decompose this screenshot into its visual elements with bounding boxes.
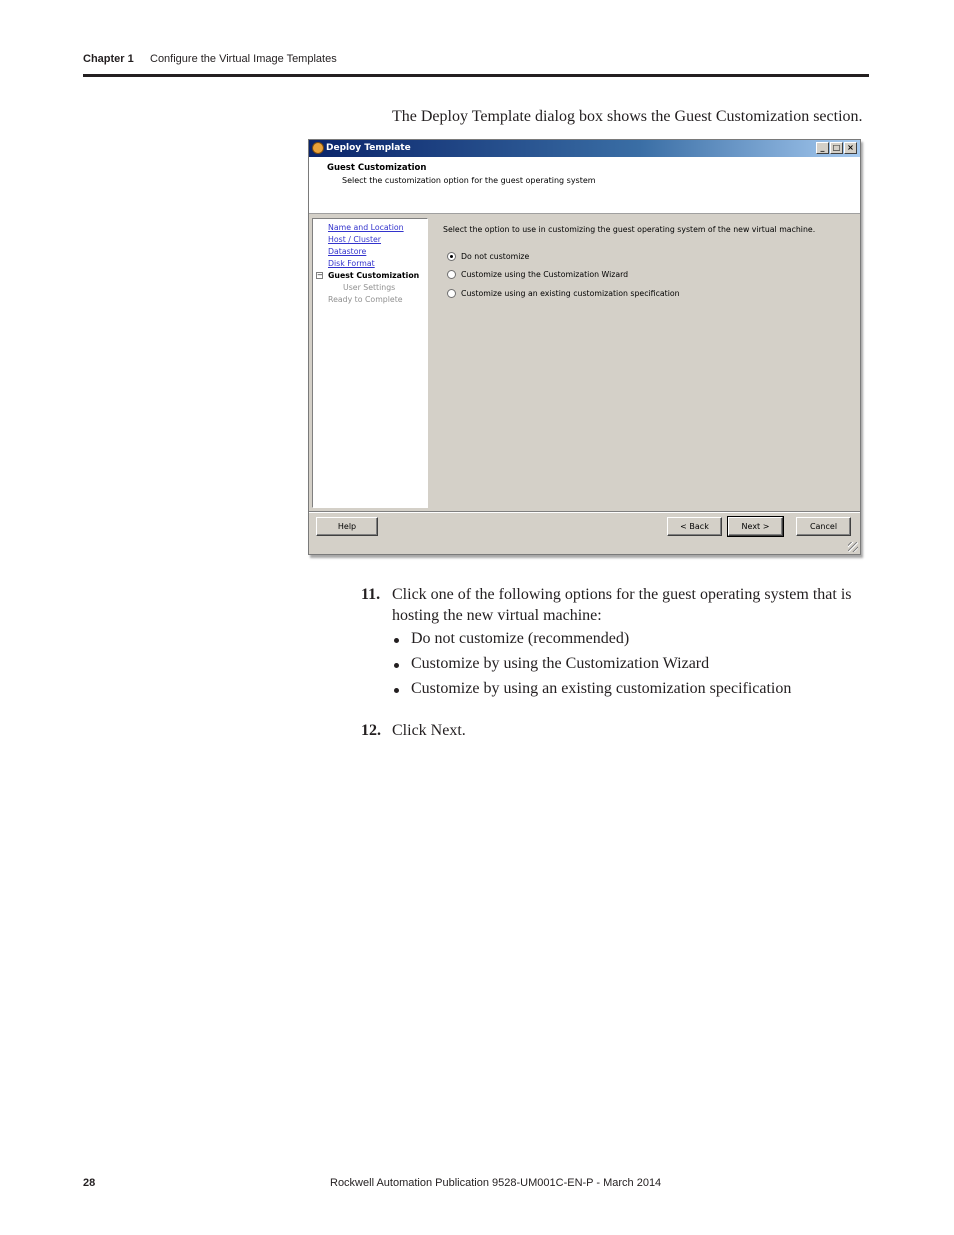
header-rule [83,74,869,77]
wizard-nav [312,218,428,508]
nav-item-ready-to-complete: Ready to Complete [328,295,403,304]
page-number: 28 [83,1177,96,1189]
maximize-icon[interactable]: □ [830,142,843,154]
step-text: Click Next. [392,722,466,739]
nav-item-host-cluster[interactable]: Host / Cluster [328,235,382,244]
dialog-titlebar [309,140,860,157]
collapse-icon[interactable]: − [317,271,323,279]
list-item [392,630,791,655]
back-button[interactable]: < Back [667,517,722,536]
radio-button[interactable] [447,270,456,279]
nav-item-user-settings: User Settings [343,283,396,292]
nav-item-guest-customization: Guest Customization [328,271,420,280]
footer-separator [309,511,860,513]
help-button[interactable]: Help [316,517,378,536]
dialog-title: Deploy Template [326,143,411,153]
resize-grip-icon[interactable] [848,542,858,552]
section-subtitle: Select the customization option for the guest operating system [342,176,596,185]
bullet-text: Customize by using the Customization Wizard [411,655,710,672]
nav-item-disk-format[interactable]: Disk Format [328,259,375,268]
running-header [83,53,337,65]
nav-item-name-location[interactable]: Name and Location [328,223,404,232]
bullet-dot-icon [394,638,399,643]
step-number: 11. [361,586,381,603]
close-icon[interactable]: × [844,142,857,154]
publication-info: Rockwell Automation Publication 9528-UM001C-EN-P - March 2014 [330,1177,662,1189]
radio-button[interactable] [447,252,456,261]
radio-label[interactable]: Do not customize [461,252,530,261]
radio-label[interactable]: Customize using an existing customization specification [461,289,680,298]
content-panel [430,218,858,508]
step-number: 12. [361,722,381,739]
app-icon [312,142,324,154]
bullet-dot-icon [394,688,399,693]
radio-label[interactable]: Customize using the Customization Wizard [461,270,629,279]
cancel-button[interactable]: Cancel [796,517,851,536]
list-item [392,655,791,680]
bullet-text: Customize by using an existing customization specification [411,680,792,697]
radio-button[interactable] [447,289,456,298]
dialog-header-panel [309,157,860,214]
chapter-title: Configure the Virtual Image Templates [150,53,337,65]
next-button[interactable]: Next > [728,517,783,536]
deploy-template-dialog [308,139,861,555]
bullet-text: Do not customize (recommended) [411,630,630,647]
customization-prompt: Select the option to use in customizing the guest operating system of the new virtual machine. [443,225,816,234]
list-item [392,680,791,705]
bullet-list [392,630,791,705]
nav-item-datastore[interactable]: Datastore [328,247,367,256]
step-text: Click one of the following options for the guest operating system that is hosting the new virtual machine: [392,586,852,624]
intro-paragraph: The Deploy Template dialog box shows the Guest Customization section. [392,108,863,125]
bullet-dot-icon [394,663,399,668]
chapter-label: Chapter 1 [83,53,134,65]
section-title: Guest Customization [327,163,427,173]
minimize-icon[interactable]: _ [816,142,829,154]
